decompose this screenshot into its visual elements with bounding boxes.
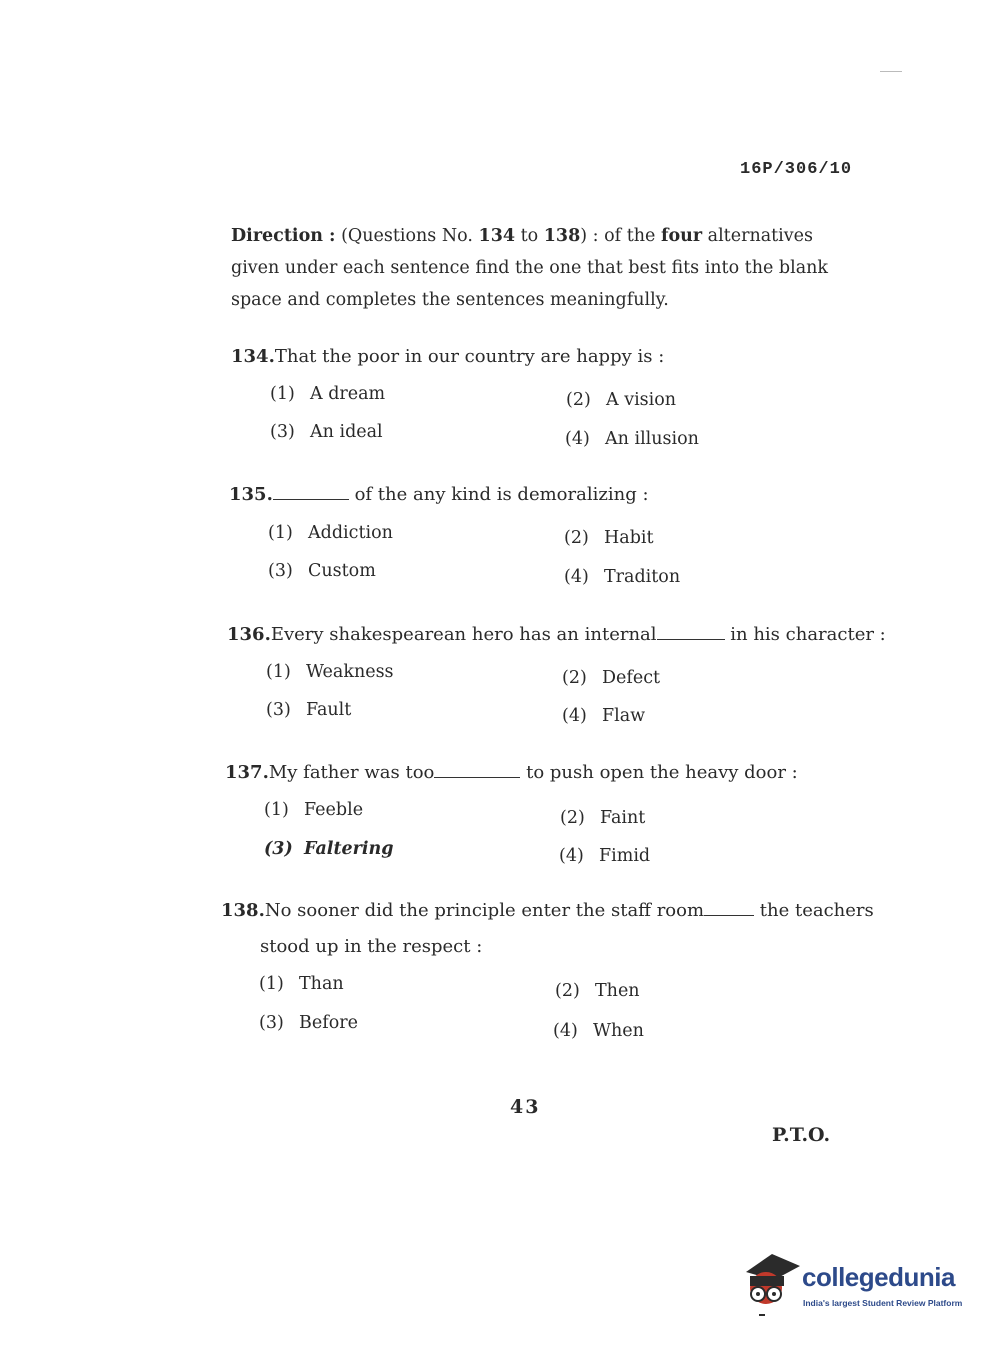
pto-label: P.T.O.: [772, 1124, 831, 1146]
option-text: Addiction: [308, 523, 393, 543]
answer-blank: [273, 485, 349, 500]
option-number: (3): [266, 700, 291, 720]
option-text: Feeble: [304, 800, 364, 820]
direction-text: (Questions No.: [335, 226, 479, 246]
option-number: (3): [268, 561, 293, 581]
option-number: (4): [559, 846, 584, 866]
scan-mark: [880, 71, 902, 72]
option[interactable]: [564, 567, 680, 587]
option-text: A dream: [310, 384, 386, 404]
option-number: (2): [564, 528, 589, 548]
option-number: (2): [562, 668, 587, 688]
question-number: 137.: [225, 762, 269, 783]
paper-code: 16P/306/10: [740, 160, 853, 179]
option[interactable]: [565, 429, 699, 449]
direction-to: 138: [543, 226, 581, 246]
option-text: An ideal: [310, 422, 383, 442]
question-134: [231, 346, 664, 367]
option-number: (4): [553, 1021, 578, 1041]
question-text: of the any kind is demoralizing :: [354, 484, 649, 505]
answer-blank: [704, 901, 754, 916]
answer-blank: [434, 763, 520, 778]
option-text: An illusion: [605, 429, 699, 449]
question-number: 135.: [229, 484, 273, 505]
option[interactable]: [266, 662, 394, 682]
option-text: Fimid: [599, 846, 651, 866]
question-135: [229, 484, 649, 505]
option-number: (1): [268, 523, 293, 543]
option-text: Then: [595, 981, 640, 1001]
question-text: My father was too: [268, 762, 435, 783]
option[interactable]: [259, 974, 344, 994]
question-text: No sooner did the principle enter the staff room: [264, 900, 705, 921]
direction-text: ) : of the: [580, 226, 661, 246]
option-number: (3): [259, 1013, 284, 1033]
question-136: [227, 624, 886, 645]
option[interactable]: [560, 808, 645, 828]
watermark-brand: collegedunia: [802, 1262, 955, 1292]
collegedunia-mascot-icon: [744, 1250, 804, 1322]
option-text: When: [593, 1021, 644, 1041]
option[interactable]: [553, 1021, 644, 1041]
option[interactable]: [270, 384, 385, 404]
option-number: (3): [270, 422, 295, 442]
question-138-line2: stood up in the respect :: [260, 936, 483, 957]
option-text: Custom: [308, 561, 376, 581]
watermark-tagline: India's largest Student Review Platform: [803, 1298, 963, 1308]
option-number: (1): [270, 384, 295, 404]
answer-blank: [657, 625, 725, 640]
option[interactable]: [566, 390, 676, 410]
question-text: Every shakespearean hero has an internal: [270, 624, 657, 645]
option-number: (2): [560, 808, 585, 828]
direction-text: to: [515, 226, 544, 246]
option-text: Faint: [600, 808, 646, 828]
option-text: Flaw: [602, 706, 646, 726]
option[interactable]: [564, 528, 654, 548]
option-number: (2): [566, 390, 591, 410]
option[interactable]: [562, 706, 645, 726]
page-number: 43: [510, 1096, 541, 1118]
option-text: Defect: [602, 668, 661, 688]
option-number: (1): [264, 800, 289, 820]
question-138: [221, 900, 874, 921]
option-text: Weakness: [306, 662, 394, 682]
option-text: Traditon: [604, 567, 681, 587]
option-number: (3): [264, 839, 293, 859]
option-number: (1): [266, 662, 291, 682]
direction-paragraph: [231, 220, 855, 316]
option-text: A vision: [606, 390, 677, 410]
option[interactable]: [562, 668, 660, 688]
option-number: (4): [565, 429, 590, 449]
question-number: 136.: [227, 624, 271, 645]
option[interactable]: [559, 846, 650, 866]
question-137: [225, 762, 798, 783]
option-number: (1): [259, 974, 284, 994]
option[interactable]: [259, 1013, 358, 1033]
option-text: Fault: [306, 700, 352, 720]
option[interactable]: [555, 981, 640, 1001]
question-text: the teachers: [759, 900, 874, 921]
option-text: Faltering: [304, 839, 394, 859]
option[interactable]: [268, 561, 376, 581]
question-text: That the poor in our country are happy is :: [274, 346, 665, 367]
question-text: in his character :: [730, 624, 886, 645]
question-number: 134.: [231, 346, 275, 367]
question-text: to push open the heavy door :: [526, 762, 798, 783]
option[interactable]: [264, 800, 363, 820]
option[interactable]: [264, 839, 394, 859]
question-number: 138.: [221, 900, 265, 921]
direction-label: Direction :: [231, 226, 336, 246]
direction-four: four: [660, 226, 703, 246]
option[interactable]: [270, 422, 383, 442]
direction-from: 134: [478, 226, 516, 246]
option-number: (4): [562, 706, 587, 726]
option[interactable]: [268, 523, 393, 543]
option-text: Before: [299, 1013, 358, 1033]
option-text: Than: [299, 974, 344, 994]
option[interactable]: [266, 700, 351, 720]
option-number: (4): [564, 567, 589, 587]
direction-text: alternatives given under each sentence find the one that best fits into the blank space and completes the sentences meaningfully.: [231, 226, 829, 310]
option-text: Habit: [604, 528, 654, 548]
option-number: (2): [555, 981, 580, 1001]
